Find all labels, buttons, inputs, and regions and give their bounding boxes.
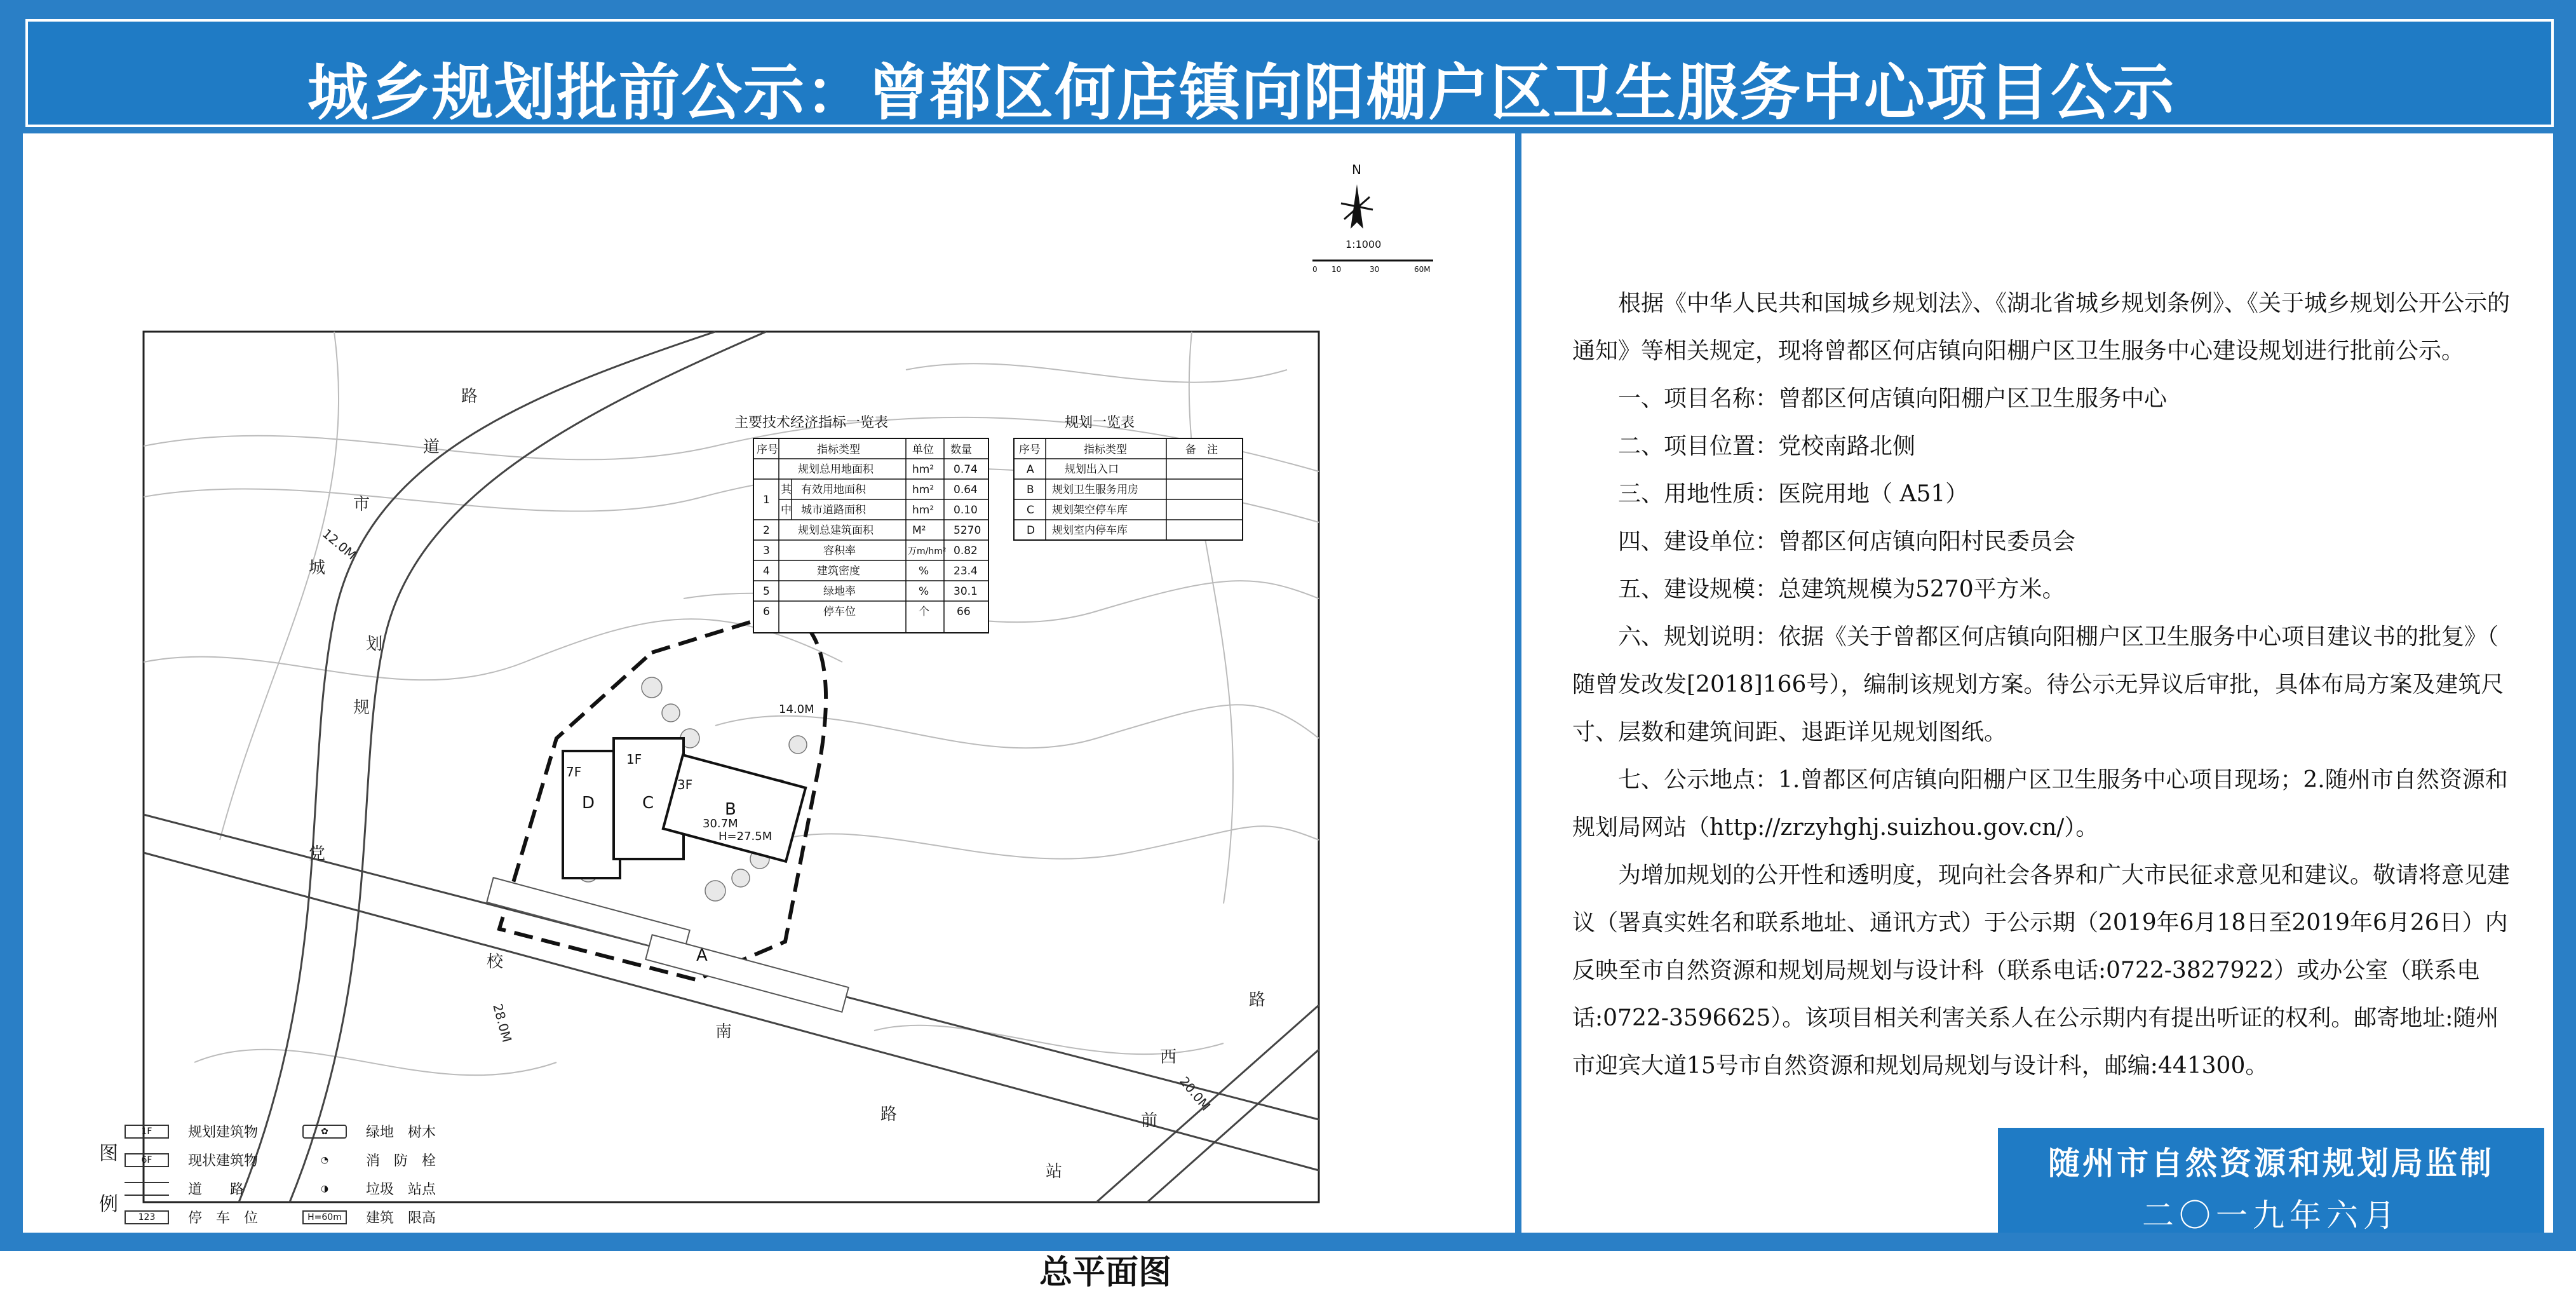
- bldg-height: 30.7M: [703, 817, 738, 830]
- tech-cell: 6: [763, 606, 770, 618]
- scale-tick: 30: [1370, 265, 1380, 274]
- legend-item: [302, 1207, 436, 1227]
- road-left2-char: 划: [366, 635, 383, 654]
- tech-cell: 30.1: [954, 585, 978, 598]
- tech-cell: 66: [957, 606, 971, 618]
- plan-cell: 规划卫生服务用房: [1052, 484, 1138, 496]
- road-left2-char: 规: [353, 698, 370, 717]
- signature-org: 随州市自然资源和规划局监制: [2048, 1144, 2494, 1182]
- floors-3f: 3F: [677, 777, 693, 792]
- tech-cell: 规划总用地面积: [798, 463, 873, 476]
- tech-cell: hm²: [912, 484, 934, 496]
- panel-divider: [1515, 133, 1521, 1233]
- scale-tick: 60M: [1414, 265, 1431, 274]
- height-limit-symbol-icon: H=60m: [302, 1210, 347, 1224]
- tech-header: 指标类型: [817, 443, 860, 456]
- tech-cell: 万m/hm²: [908, 546, 947, 557]
- road-bottom-char: 党: [309, 844, 326, 863]
- scale-label: 1:1000: [1345, 238, 1382, 250]
- planned-building-symbol-icon: 1F: [125, 1125, 169, 1139]
- road-right-char: 站: [1046, 1162, 1063, 1181]
- tree-symbol-icon: ✿: [302, 1125, 347, 1139]
- tech-cell: 0.74: [954, 463, 978, 476]
- tech-cell: 容积率: [823, 545, 856, 557]
- notice-item: 四、建设单位：曾都区何店镇向阳村民委员会: [1618, 529, 2076, 555]
- legend-label: 现状建筑物: [188, 1153, 259, 1169]
- plan-cell: 规划室内停车库: [1052, 524, 1128, 537]
- tech-cell: 1: [763, 494, 770, 506]
- road-right-width: 20.0M: [1177, 1073, 1214, 1114]
- setback-label: 14.0M: [779, 703, 814, 716]
- road-right-char: 前: [1141, 1111, 1158, 1130]
- existing-building-symbol-icon: 6F: [125, 1153, 169, 1167]
- road-bottom-char: 路: [880, 1105, 898, 1124]
- tech-cell: M²: [912, 524, 926, 537]
- plan-cell: 规划出入口: [1065, 463, 1119, 476]
- road-right-char: 路: [1249, 991, 1266, 1010]
- legend-title-bottom: 例: [99, 1193, 118, 1215]
- building-c-label: C: [642, 794, 654, 813]
- notice-item: 二、项目位置：党校南路北侧: [1618, 433, 1916, 459]
- legend-label: 垃圾 站点: [366, 1182, 436, 1198]
- notice-item: 一、项目名称：曾都区何店镇向阳棚户区卫生服务中心: [1618, 386, 2168, 412]
- site-plan-drawing: [144, 332, 1319, 1202]
- plan-header: 备 注: [1185, 443, 1218, 456]
- tech-cell: 停车位: [823, 606, 856, 618]
- legend-item: [125, 1150, 258, 1170]
- legend-label: 建筑 限高: [366, 1210, 436, 1226]
- tech-cell: 4: [763, 565, 770, 578]
- frame-left: [0, 133, 23, 1251]
- legend-item: [302, 1150, 436, 1170]
- notice-item: 五、建设规模：总建筑规模为5270平方米。: [1618, 576, 2065, 602]
- road-left-char: 道: [423, 438, 440, 457]
- tech-cell: 3: [763, 545, 770, 557]
- tech-cell: 规划总建筑面积: [798, 524, 873, 537]
- plan-panel: [23, 133, 1515, 1292]
- tech-cell: hm²: [912, 504, 934, 517]
- tech-header: 单位: [912, 443, 934, 456]
- tech-header: 序号: [757, 443, 778, 456]
- tech-cell: 建筑密度: [817, 565, 860, 578]
- road-bottom-char: 南: [715, 1022, 732, 1041]
- tech-cell: 5270: [954, 524, 981, 537]
- legend-item: [302, 1179, 436, 1198]
- plan-caption: 总平面图: [1039, 1254, 1172, 1292]
- legend-title-top: 图: [99, 1142, 118, 1165]
- notice-item: 七、公示地点：1.曾都区何店镇向阳棚户区卫生服务中心项目现场；2.随州市自然资源和规划局网站（http://zrzyhghj.suizhou.gov.cn/）。: [1572, 767, 2508, 841]
- garbage-station-symbol-icon: ◑: [320, 1183, 329, 1194]
- signature-box: [1998, 1128, 2544, 1233]
- legend-label: 消 防 栓: [366, 1153, 436, 1169]
- plan-table-title: 规划一览表: [1065, 415, 1135, 431]
- tech-cell: 城市道路面积: [801, 504, 866, 517]
- bldg-height: H=27.5M: [718, 830, 772, 843]
- tech-cell: 5: [763, 585, 770, 598]
- entrance-label: A: [696, 946, 708, 965]
- legend-label: 绿地 树木: [366, 1125, 436, 1141]
- building-b-label: B: [725, 800, 736, 819]
- legend-label: 规划建筑物: [188, 1125, 259, 1141]
- tech-header: 数量: [950, 443, 972, 456]
- scale-tick: 10: [1332, 265, 1342, 274]
- tech-cell: %: [919, 585, 929, 598]
- tech-cell: %: [919, 565, 929, 578]
- north-label: N: [1352, 162, 1361, 177]
- page-title: 城乡规划批前公示：曾都区何店镇向阳棚户区卫生服务中心项目公示: [307, 57, 2175, 128]
- tech-cell: 绿地率: [823, 585, 856, 598]
- signature-date: 二〇一九年六月: [2142, 1197, 2400, 1234]
- tech-table-title: 主要技术经济指标一览表: [734, 415, 889, 431]
- road-symbol-icon: [125, 1182, 169, 1196]
- title-bar: [25, 19, 2554, 127]
- tech-cell: 个: [919, 606, 929, 618]
- plan-header: 序号: [1019, 443, 1041, 456]
- road-right-char: 西: [1160, 1048, 1177, 1067]
- tech-table: [734, 415, 988, 633]
- floors-1f: 1F: [626, 752, 642, 767]
- legend-item: [125, 1207, 258, 1227]
- plan-cell: A: [1027, 463, 1034, 476]
- plan-cell: B: [1027, 484, 1034, 496]
- legend-label: 道 路: [188, 1182, 245, 1198]
- notice-item: 六、规划说明：依据《关于曾都区何店镇向阳棚户区卫生服务中心项目建议书的批复》（ 随曾发改发[2018]166号），编制该规划方案。待公示无异议后审批，具体布局方案及建筑尺寸、层数和建筑间距、退距详见规划图纸。: [1572, 624, 2504, 745]
- tech-cell: 23.4: [954, 565, 978, 578]
- notice-text: [1572, 280, 2519, 1090]
- plan-cell: 规划架空停车库: [1052, 504, 1128, 517]
- notice-intro: 根据《中华人民共和国城乡规划法》、《湖北省城乡规划条例》、《关于城乡规划公开公示的通知》等相关规定，现将曾都区何店镇向阳棚户区卫生服务中心建设规划进行批前公示。: [1572, 290, 2511, 364]
- legend-label: 停 车 位: [188, 1210, 259, 1226]
- road-left-char: 市: [353, 495, 370, 514]
- building-d-label: D: [582, 794, 595, 813]
- notice-closing: 为增加规划的公开性和透明度，现向社会各界和广大市民征求意见和建议。敬请将意见建议（署真实姓名和联系地址、通讯方式）于公示期（2019年6月18日至2019年6月26日）内反映至市自然资源和规划局规划与设计科（联系电话:0722-3827922）或办公室（联系电话:0722-3596625）。该项目相关利害关系人在公示期内有提出听证的权利。邮寄地址:随州市迎宾大道15号市自然资源和规划局规划与设计科，邮编:441300。: [1572, 862, 2511, 1079]
- floors-7f: 7F: [566, 764, 582, 780]
- plan-header: 指标类型: [1084, 443, 1127, 456]
- hydrant-symbol-icon: ◔: [320, 1154, 329, 1165]
- tech-cell: 0.64: [954, 484, 978, 496]
- tech-cell: 中: [781, 504, 792, 517]
- road-bottom-width: 28.0M: [490, 1002, 515, 1044]
- notice-item: 三、用地性质：医院用地（ A51）: [1618, 481, 1969, 507]
- tech-cell: hm²: [912, 463, 934, 476]
- legend-item: [125, 1121, 258, 1141]
- road-left-char: 路: [461, 387, 478, 406]
- plan-cell: D: [1027, 524, 1035, 537]
- tech-cell: 2: [763, 524, 770, 537]
- tech-cell: 0.82: [954, 545, 978, 557]
- tech-cell: 0.10: [954, 504, 978, 517]
- tech-cell: 有效用地面积: [801, 484, 866, 496]
- legend-item: [302, 1121, 436, 1141]
- legend-item: [125, 1179, 244, 1198]
- road-bottom-char: 校: [487, 952, 504, 971]
- parking-symbol-icon: 123: [125, 1210, 169, 1224]
- road-left-char: 城: [309, 558, 326, 578]
- road-left-width: 12.0M: [319, 525, 360, 563]
- plan-cell: C: [1027, 504, 1034, 517]
- tech-cell: 其: [781, 484, 792, 496]
- frame-right: [2553, 133, 2576, 1251]
- notice-panel: [1521, 133, 2553, 1233]
- north-compass: [1312, 159, 1440, 273]
- scale-tick: 0: [1312, 265, 1318, 274]
